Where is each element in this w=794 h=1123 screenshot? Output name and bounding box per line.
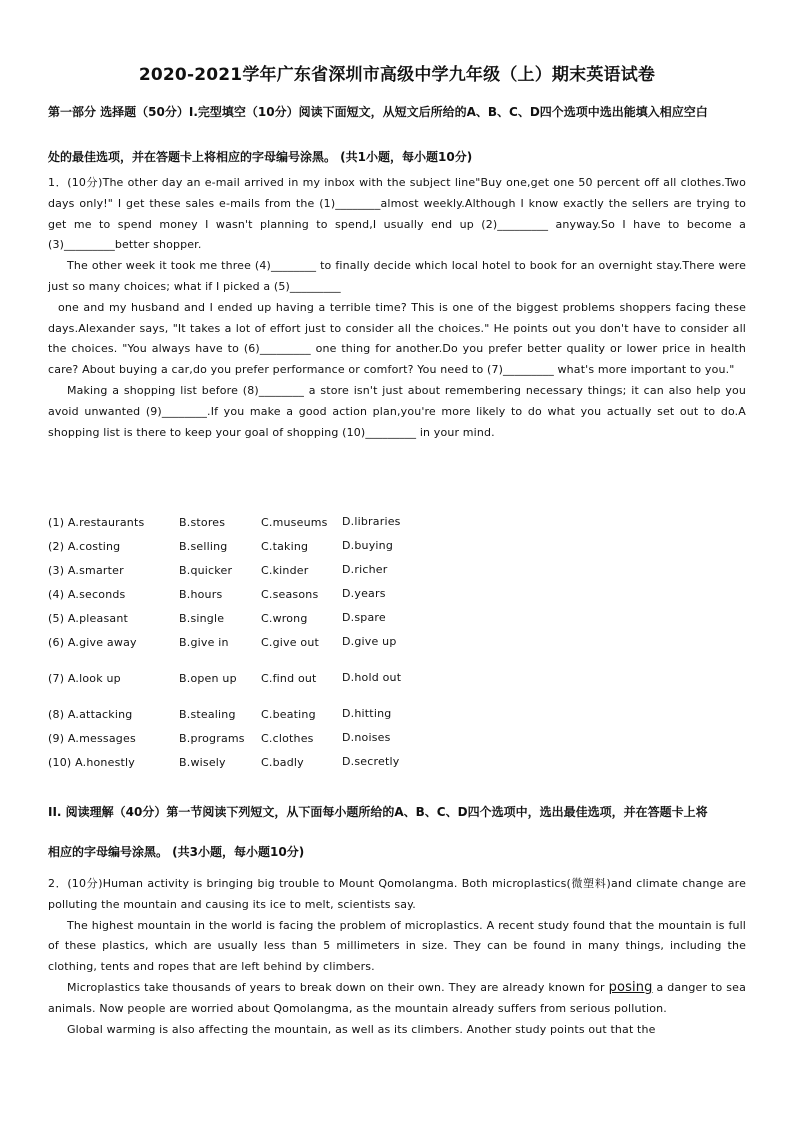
option-d: D.secretly <box>342 755 400 768</box>
option-b: B.single <box>179 611 225 625</box>
option-row <box>48 726 412 750</box>
option-c: C.find out <box>261 671 317 685</box>
option-c: C.give out <box>261 635 320 649</box>
option-b: B.quicker <box>179 563 233 577</box>
question-1-passage <box>48 173 746 443</box>
part2-heading-line2: 相应的字母编号涂黑。 (共3小题，每小题10分) <box>48 845 305 859</box>
option-c: C.seasons <box>261 587 319 601</box>
question-2-passage <box>48 874 746 1040</box>
options-table <box>48 510 412 774</box>
underlined-word: posing <box>608 979 653 995</box>
q2-paragraph-3-start: Microplastics take thousands of years to break down on their own. They are already known for <box>67 980 609 994</box>
question-number: (1) <box>48 515 65 529</box>
option-c: C.wrong <box>261 611 308 625</box>
option-number-and-a <box>48 726 179 750</box>
option-d: D.libraries <box>342 515 401 528</box>
option-a: A.give away <box>67 635 137 649</box>
option-a: A.pleasant <box>67 611 129 625</box>
question-number: (5) <box>48 611 65 625</box>
option-b: B.programs <box>179 731 245 745</box>
option-row <box>48 534 412 558</box>
option-c: C.taking <box>261 539 309 553</box>
option-a: A.look up <box>67 671 121 685</box>
option-b: B.hours <box>179 587 223 601</box>
part1-heading <box>48 104 748 165</box>
option-number-and-a <box>48 582 179 606</box>
option-number-and-a <box>48 750 179 774</box>
question-number: (7) <box>48 671 65 685</box>
part2-heading <box>48 804 748 860</box>
option-row <box>48 510 412 534</box>
option-b: B.open up <box>179 671 237 685</box>
option-b: B.selling <box>179 539 228 553</box>
option-a: A.seconds <box>67 587 126 601</box>
q2-paragraph-3 <box>48 978 746 1020</box>
option-d: D.spare <box>342 611 386 624</box>
option-d: D.years <box>342 587 386 600</box>
q2-paragraph-3-end: a danger to sea animals. Now people are worried about Qomolangma, as the mountain already suffers from serious pollution. <box>48 980 746 1015</box>
option-c: C.museums <box>261 515 328 529</box>
option-c: C.clothes <box>261 731 314 745</box>
option-c: C.badly <box>261 755 304 769</box>
option-c: C.beating <box>261 707 316 721</box>
option-row <box>48 702 412 726</box>
part1-heading-line1: 第一部分 选择题（50分）I.完型填空（10分）阅读下面短文，从短文后所给的A、B、C、D四个选项中选出能填入相应空白 <box>48 105 708 119</box>
option-number-and-a <box>48 558 179 582</box>
option-number-and-a <box>48 606 179 630</box>
option-number-and-a <box>48 534 179 558</box>
option-row <box>48 558 412 582</box>
option-a: A.messages <box>67 731 136 745</box>
option-d: D.hitting <box>342 707 392 720</box>
question-number: (6) <box>48 635 65 649</box>
q2-paragraph-4: Global warming is also affecting the mountain, as well as its climbers. Another study points out that the <box>67 1022 656 1036</box>
q1-paragraph-2: The other week it took me three (4)________ to finally decide which local hotel to book for an overnight stay.There were just so many choices; what if I picked a (5)_________ <box>48 259 746 293</box>
option-a: A.costing <box>67 539 121 553</box>
option-row <box>48 750 412 774</box>
option-a: A.honestly <box>75 755 135 769</box>
q1-paragraph-3: one and my husband and I ended up having a terrible time? This is one of the biggest problems shoppers facing these days.Alexander says, "It takes a lot of effort just to consider all the choices." He points out you don't have to consider all the choices. "You always have to (6)_________ one thing for another.Do you prefer better quality or lower price in health care? About buying a car,do you prefer performance or comfort? You need to (7)_________ what's more important to you." <box>48 300 746 377</box>
option-b: B.stores <box>179 515 226 529</box>
question-number: (9) <box>48 731 65 745</box>
q2-paragraph-2: The highest mountain in the world is facing the problem of microplastics. A recent study found that the mountain is full of these plastics, which are usually less than 5 millimeters in size. They can be found in many things, including the clothing, tents and ropes that are left behind by climbers. <box>48 918 746 974</box>
option-a: A.smarter <box>67 563 124 577</box>
option-d: D.give up <box>342 635 397 648</box>
q2-paragraph-1: 2．(10分)Human activity is bringing big trouble to Mount Qomolangma. Both microplastics(微塑料)and climate change are polluting the mountain and causing its ice to melt, scientists say. <box>48 877 746 911</box>
option-c: C.kinder <box>261 563 309 577</box>
option-d: D.noises <box>342 731 391 744</box>
page-title: 2020-2021学年广东省深圳市高级中学九年级（上）期末英语试卷 <box>138 65 656 85</box>
option-a: A.restaurants <box>67 515 145 529</box>
option-d: D.buying <box>342 539 394 552</box>
option-number-and-a <box>48 654 179 702</box>
q1-paragraph-4: Making a shopping list before (8)________ a store isn't just about remembering necessary things; it can also help you avoid unwanted (9)________.If you make a good action plan,you're more likely to do what you actually set out to do.A shopping list is there to keep your goal of shopping (10)_________ in your mind. <box>48 383 746 439</box>
question-number: (8) <box>48 707 65 721</box>
option-a: A.attacking <box>67 707 133 721</box>
option-row <box>48 606 412 630</box>
option-row <box>48 654 412 702</box>
option-d: D.richer <box>342 563 388 576</box>
option-b: B.wisely <box>179 755 226 769</box>
part1-heading-line2: 处的最佳选项，并在答题卡上将相应的字母编号涂黑。 (共1小题，每小题10分) <box>48 150 473 164</box>
option-number-and-a <box>48 702 179 726</box>
option-b: B.give in <box>179 635 229 649</box>
question-number: (4) <box>48 587 65 601</box>
question-number: (3) <box>48 563 65 577</box>
part2-heading-line1: II. 阅读理解（40分）第一节阅读下列短文，从下面每小题所给的A、B、C、D四个选项中，选出最佳选项，并在答题卡上将 <box>48 805 708 819</box>
question-number: (2) <box>48 539 65 553</box>
option-row <box>48 582 412 606</box>
option-row <box>48 630 412 654</box>
option-d: D.hold out <box>342 671 402 684</box>
option-number-and-a <box>48 630 179 654</box>
option-number-and-a <box>48 510 179 534</box>
q1-paragraph-1: 1．(10分)The other day an e-mail arrived in my inbox with the subject line"Buy one,get one 50 percent off all clothes.Two days only!" I get these sales e-mails from the (1)________almost weekly.Although I know exactly the sellers are trying to get me to spend money I wasn't planning to spend,I usually end up (2)_________ anyway.So I have to become a (3)_________better shopper. <box>48 176 746 252</box>
option-b: B.stealing <box>179 707 236 721</box>
question-number: (10) <box>48 755 72 769</box>
